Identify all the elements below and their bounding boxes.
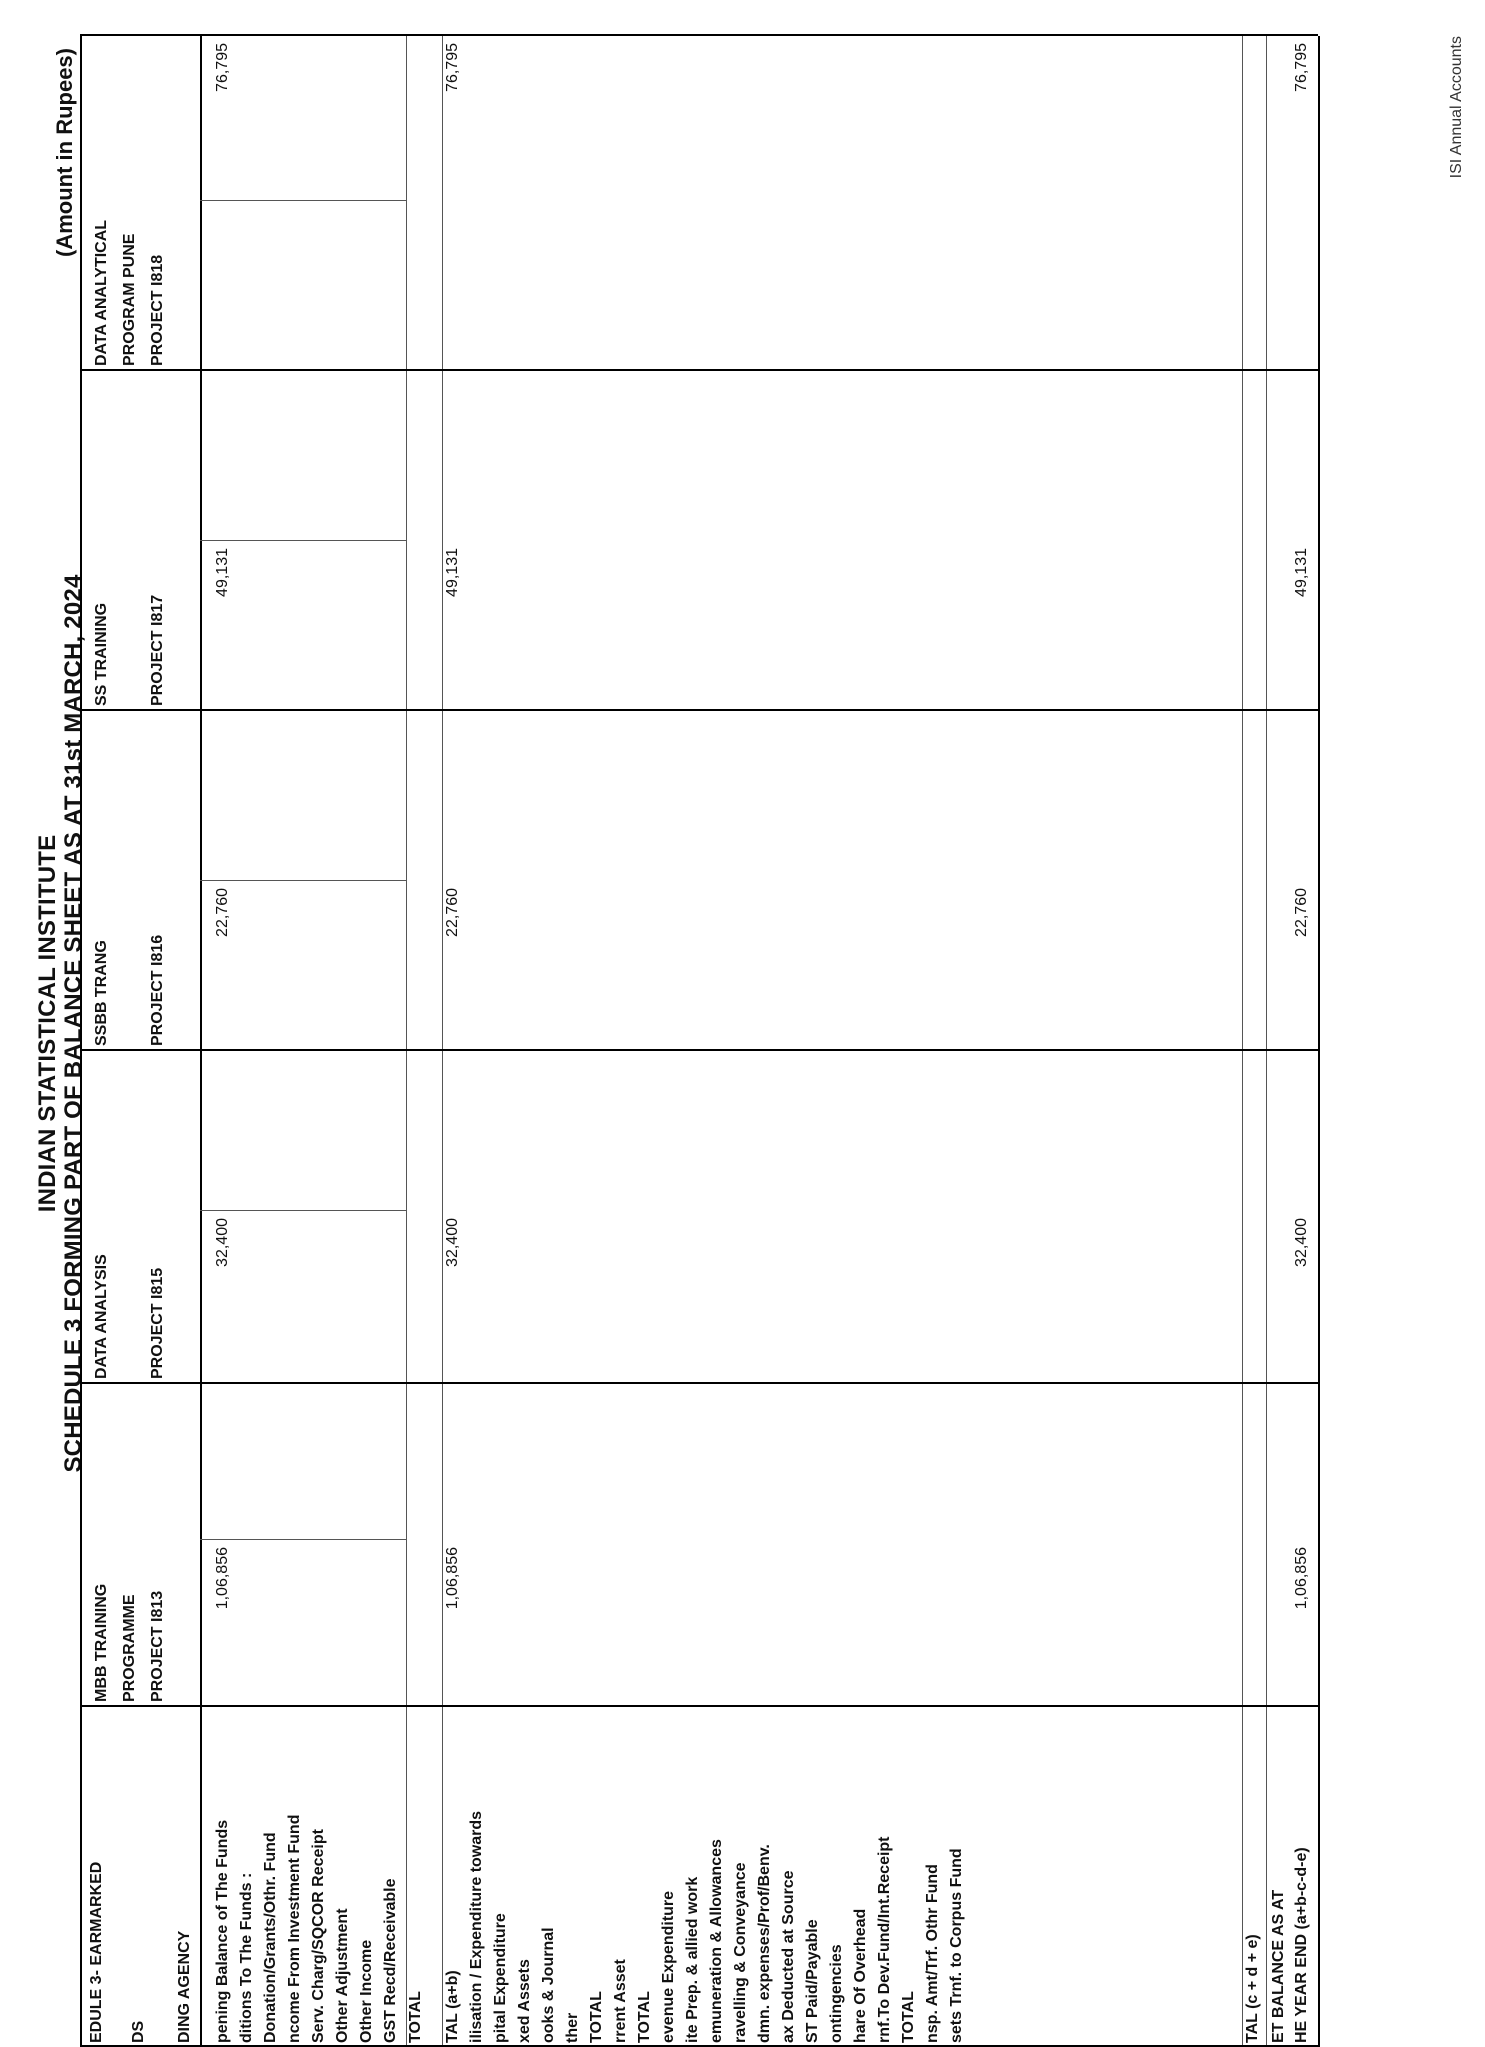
row-value: 76,795 xyxy=(214,43,231,92)
section-rule xyxy=(1266,36,1267,2047)
column-header-line xyxy=(116,1254,144,1379)
header-label-line-3: DING AGENCY xyxy=(176,1930,193,2043)
column-header-line: SSBB TRANG xyxy=(93,940,110,1046)
section-rule xyxy=(442,36,443,2047)
column-header-line: DATA ANALYTICAL xyxy=(93,219,110,366)
column-header-line: PROJECT I818 xyxy=(149,254,166,366)
subcolumn-divider xyxy=(200,880,406,881)
row-label: Other Income xyxy=(358,1939,375,2043)
row-label: sets Trnf. to Corpus Fund xyxy=(948,1848,965,2043)
row-label: hare Of Overhead xyxy=(852,1908,869,2043)
row-label: TOTAL xyxy=(407,1991,424,2043)
row-label: HE YEAR END (a+b-c-d-e) xyxy=(1293,1847,1310,2043)
row-label: ncome From Investment Fund xyxy=(286,1814,303,2043)
row-value: 49,131 xyxy=(1293,548,1310,597)
row-value: 49,131 xyxy=(444,548,461,597)
column-divider xyxy=(80,1049,1318,1051)
row-value: 22,760 xyxy=(214,888,231,937)
row-label: pital Expenditure xyxy=(492,1913,509,2043)
row-label: ooks & Journal xyxy=(540,1927,557,2043)
section-rule xyxy=(1242,36,1243,2047)
row-value: 32,400 xyxy=(214,1218,231,1267)
row-label: ditions To The Funds : xyxy=(238,1872,255,2043)
row-label: dmn. expenses/Prof/Benv. xyxy=(756,1844,773,2043)
column-header-line xyxy=(116,595,144,706)
column-header-i813 xyxy=(88,1584,172,1702)
row-label: TOTAL xyxy=(900,1991,917,2043)
row-value: 1,06,856 xyxy=(1293,1547,1310,1610)
row-label: ax Deducted at Source xyxy=(780,1870,797,2043)
table-right-border xyxy=(80,34,1318,36)
section-rule xyxy=(406,36,407,2047)
column-header-i817 xyxy=(88,595,172,706)
row-label: ontingencies xyxy=(828,1944,845,2043)
row-label: ST Paid/Payable xyxy=(804,1919,821,2043)
row-label: TAL (c + d + e) xyxy=(1244,1934,1261,2043)
column-header-line: DATA ANALYSIS xyxy=(93,1254,110,1379)
row-label: emuneration & Allowances xyxy=(708,1839,725,2043)
footer-note: ISI Annual Accounts xyxy=(1448,36,1465,179)
row-value: 32,400 xyxy=(1293,1218,1310,1267)
subcolumn-divider xyxy=(200,1539,406,1540)
column-header-line: PROJECT I813 xyxy=(149,1590,166,1702)
row-value: 22,760 xyxy=(1293,888,1310,937)
header-label-line-1: EDULE 3- EARMARKED xyxy=(88,1861,105,2043)
row-label: rnf.To Dev.Fund/Int.Receipt xyxy=(876,1836,893,2043)
column-header-i815 xyxy=(88,1254,172,1379)
column-header-line: MBB TRAINING xyxy=(93,1583,110,1702)
row-label: ite Prep. & allied work xyxy=(684,1876,701,2043)
column-divider xyxy=(80,369,1318,371)
row-label: ther xyxy=(564,2012,581,2043)
column-header-line: PROJECT I816 xyxy=(149,934,166,1046)
row-value: 1,06,856 xyxy=(444,1547,461,1610)
row-label: TOTAL xyxy=(636,1991,653,2043)
row-label: TOTAL xyxy=(588,1991,605,2043)
row-label: rrent Asset xyxy=(612,1959,629,2043)
row-value: 32,400 xyxy=(444,1218,461,1267)
row-label: Serv. Charg/SQCOR Receipt xyxy=(310,1829,327,2043)
row-value: 22,760 xyxy=(444,888,461,937)
row-label: pening Balance of The Funds xyxy=(214,1819,231,2043)
row-label: ilisation / Expenditure towards xyxy=(468,1810,485,2043)
row-label: evenue Expenditure xyxy=(660,1890,677,2043)
row-label: ET BALANCE AS AT xyxy=(1270,1889,1287,2043)
column-header-i818 xyxy=(88,220,172,366)
subcolumn-divider xyxy=(200,1210,406,1211)
column-header-line: PROJECT I817 xyxy=(149,594,166,706)
row-label: Other Adjustment xyxy=(334,1908,351,2043)
column-divider xyxy=(80,709,1318,711)
row-label: ravelling & Conveyance xyxy=(732,1862,749,2043)
subcolumn-divider xyxy=(200,540,406,541)
column-header-line xyxy=(116,935,144,1046)
subcolumn-divider xyxy=(200,200,406,201)
column-header-line: PROGRAM PUNE xyxy=(121,233,138,366)
row-value: 76,795 xyxy=(444,43,461,92)
row-label: Donation/Grants/Othr. Fund xyxy=(262,1832,279,2043)
column-header-line: PROJECT I815 xyxy=(149,1267,166,1379)
header-label-line-2: DS xyxy=(130,2020,147,2043)
column-header-i816 xyxy=(88,935,172,1046)
column-divider xyxy=(80,1705,1318,1707)
table-bottom-border xyxy=(1318,36,1320,2047)
column-header-line: PROGRAMME xyxy=(121,1594,138,1702)
row-value: 1,06,856 xyxy=(214,1547,231,1610)
page-title: INDIAN STATISTICAL INSTITUTE xyxy=(34,834,61,1213)
row-label: GST Recd/Receivable xyxy=(382,1878,399,2043)
row-label: nsp. Amt/Trf. Othr Fund xyxy=(924,1864,941,2043)
header-rule xyxy=(200,36,202,2047)
table-top-border xyxy=(80,36,82,2047)
column-divider xyxy=(80,1382,1318,1384)
amount-unit-note: (Amount in Rupees) xyxy=(52,48,77,257)
schedule-table xyxy=(80,36,1320,2047)
column-header-line: SS TRAINING xyxy=(93,602,110,706)
row-value: 76,795 xyxy=(1293,43,1310,92)
row-label: TAL (a+b) xyxy=(444,1970,461,2043)
page-subtitle: SCHEDULE 3 FORMING PART OF BALANCE SHEET AS AT 31st MARCH, 2024 xyxy=(60,574,87,1473)
row-label: xed Assets xyxy=(516,1959,533,2043)
row-value: 49,131 xyxy=(214,548,231,597)
